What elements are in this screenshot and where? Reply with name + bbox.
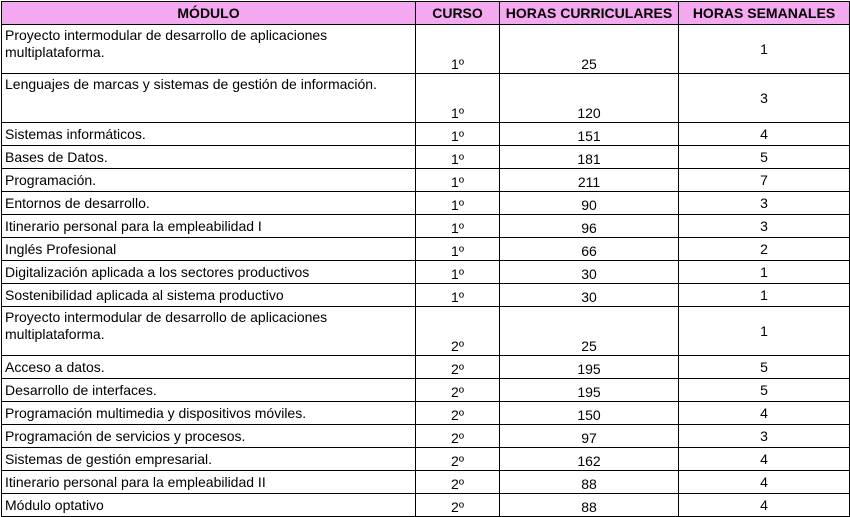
cell-curso: 1º — [416, 146, 500, 169]
cell-horas-semanales: 1 — [679, 284, 850, 307]
cell-horas-semanales: 1 — [679, 25, 850, 74]
cell-modulo: Acceso a datos. — [2, 356, 416, 379]
modules-table — [1, 1, 850, 517]
cell-modulo: Itinerario personal para la empleabilidad II — [2, 471, 416, 494]
table-body — [2, 25, 850, 517]
cell-horas-semanales: 2 — [679, 238, 850, 261]
table-row — [2, 192, 850, 215]
table-row — [2, 471, 850, 494]
cell-curso: 1º — [416, 25, 500, 74]
table-row — [2, 123, 850, 146]
cell-horas-curriculares: 181 — [500, 146, 679, 169]
cell-horas-curriculares: 25 — [500, 307, 679, 356]
table-row — [2, 74, 850, 123]
cell-curso: 1º — [416, 192, 500, 215]
table-row — [2, 307, 850, 356]
cell-horas-semanales: 1 — [679, 307, 850, 356]
cell-curso: 2º — [416, 356, 500, 379]
table-row — [2, 425, 850, 448]
header-horas-semanales: HORAS SEMANALES — [679, 2, 850, 25]
cell-horas-semanales: 5 — [679, 356, 850, 379]
cell-horas-curriculares: 30 — [500, 284, 679, 307]
table-row — [2, 25, 850, 74]
cell-modulo: Módulo optativo — [2, 494, 416, 517]
cell-horas-semanales: 5 — [679, 146, 850, 169]
cell-horas-semanales: 4 — [679, 448, 850, 471]
cell-horas-curriculares: 30 — [500, 261, 679, 284]
cell-horas-semanales: 5 — [679, 379, 850, 402]
cell-horas-semanales: 3 — [679, 74, 850, 123]
cell-horas-curriculares: 120 — [500, 74, 679, 123]
cell-curso: 1º — [416, 74, 500, 123]
table-row — [2, 402, 850, 425]
cell-horas-semanales: 4 — [679, 123, 850, 146]
header-modulo: MÓDULO — [2, 2, 416, 25]
cell-modulo: Inglés Profesional — [2, 238, 416, 261]
cell-horas-curriculares: 97 — [500, 425, 679, 448]
cell-horas-semanales: 3 — [679, 425, 850, 448]
cell-curso: 2º — [416, 402, 500, 425]
table-row — [2, 238, 850, 261]
cell-modulo: Sostenibilidad aplicada al sistema productivo — [2, 284, 416, 307]
cell-horas-semanales: 4 — [679, 402, 850, 425]
table-row — [2, 356, 850, 379]
cell-horas-curriculares: 162 — [500, 448, 679, 471]
cell-horas-curriculares: 90 — [500, 192, 679, 215]
cell-modulo: Lenguajes de marcas y sistemas de gestión de información. — [2, 74, 416, 123]
cell-modulo: Digitalización aplicada a los sectores productivos — [2, 261, 416, 284]
cell-modulo: Proyecto intermodular de desarrollo de aplicaciones multiplataforma. — [2, 25, 416, 74]
cell-horas-curriculares: 151 — [500, 123, 679, 146]
cell-horas-semanales: 7 — [679, 169, 850, 192]
cell-modulo: Entornos de desarrollo. — [2, 192, 416, 215]
cell-curso: 2º — [416, 448, 500, 471]
table-header — [2, 2, 850, 25]
cell-curso: 2º — [416, 494, 500, 517]
cell-horas-semanales: 4 — [679, 471, 850, 494]
cell-curso: 1º — [416, 261, 500, 284]
table-row — [2, 284, 850, 307]
cell-curso: 2º — [416, 379, 500, 402]
cell-horas-curriculares: 195 — [500, 356, 679, 379]
cell-horas-semanales: 3 — [679, 192, 850, 215]
cell-curso: 1º — [416, 215, 500, 238]
table-row — [2, 448, 850, 471]
cell-horas-curriculares: 88 — [500, 471, 679, 494]
cell-curso: 1º — [416, 238, 500, 261]
cell-modulo: Programación. — [2, 169, 416, 192]
table-row — [2, 169, 850, 192]
cell-horas-curriculares: 66 — [500, 238, 679, 261]
table-row — [2, 215, 850, 238]
cell-horas-semanales: 4 — [679, 494, 850, 517]
cell-modulo: Programación de servicios y procesos. — [2, 425, 416, 448]
cell-horas-semanales: 1 — [679, 261, 850, 284]
cell-curso: 2º — [416, 425, 500, 448]
header-curso: CURSO — [416, 2, 500, 25]
cell-curso: 2º — [416, 471, 500, 494]
cell-horas-curriculares: 150 — [500, 402, 679, 425]
cell-modulo: Bases de Datos. — [2, 146, 416, 169]
cell-horas-curriculares: 96 — [500, 215, 679, 238]
cell-modulo: Proyecto intermodular de desarrollo de aplicaciones multiplataforma. — [2, 307, 416, 356]
cell-horas-curriculares: 211 — [500, 169, 679, 192]
header-row — [2, 2, 850, 25]
cell-modulo: Desarrollo de interfaces. — [2, 379, 416, 402]
table-row — [2, 494, 850, 517]
table-row — [2, 146, 850, 169]
table-row — [2, 261, 850, 284]
table-row — [2, 379, 850, 402]
header-horas-curriculares: HORAS CURRICULARES — [500, 2, 679, 25]
cell-horas-curriculares: 25 — [500, 25, 679, 74]
cell-horas-curriculares: 195 — [500, 379, 679, 402]
cell-horas-semanales: 3 — [679, 215, 850, 238]
cell-curso: 1º — [416, 284, 500, 307]
cell-curso: 2º — [416, 307, 500, 356]
cell-modulo: Sistemas informáticos. — [2, 123, 416, 146]
cell-modulo: Programación multimedia y dispositivos móviles. — [2, 402, 416, 425]
cell-modulo: Itinerario personal para la empleabilidad I — [2, 215, 416, 238]
cell-curso: 1º — [416, 123, 500, 146]
cell-horas-curriculares: 88 — [500, 494, 679, 517]
cell-curso: 1º — [416, 169, 500, 192]
cell-modulo: Sistemas de gestión empresarial. — [2, 448, 416, 471]
